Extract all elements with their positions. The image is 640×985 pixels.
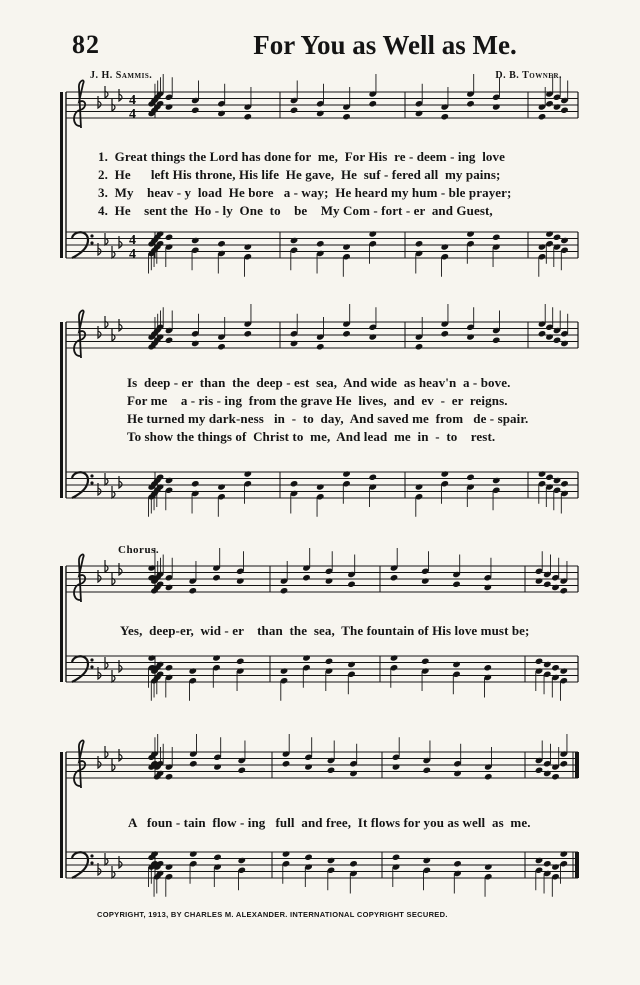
chorus-line-2: A foun - tain flow - ing full and free, It flows for you as well as me.: [128, 815, 531, 830]
note-head: [316, 343, 325, 350]
note-head: [243, 330, 252, 337]
note-head: [543, 581, 552, 588]
note-head: [492, 234, 501, 241]
note-head: [290, 340, 299, 347]
flat-sign-icon: [112, 486, 115, 498]
note-head: [165, 103, 174, 110]
system-bracket: [60, 752, 63, 878]
flat-sign-icon: [105, 657, 108, 669]
note-head: [440, 243, 449, 250]
note-head: [302, 654, 311, 661]
note-head: [440, 330, 449, 337]
flat-sign-icon: [112, 246, 115, 258]
note-head: [452, 581, 461, 588]
note-head: [349, 770, 358, 777]
clef-dot: [90, 658, 93, 661]
time-signature-bottom: 4: [129, 247, 136, 262]
note-head: [553, 477, 562, 484]
note-head: [217, 240, 226, 247]
note-head: [560, 107, 569, 114]
note-head: [545, 230, 554, 237]
clef-dot: [90, 481, 93, 484]
note-head: [560, 237, 569, 244]
note-head: [492, 337, 501, 344]
note-head: [280, 587, 289, 594]
note-head: [492, 103, 501, 110]
note-head: [466, 333, 475, 340]
note-head: [452, 661, 461, 668]
note-head: [165, 234, 174, 241]
flat-sign-icon: [119, 660, 122, 672]
hymn-title: For You as Well as Me.: [253, 30, 517, 60]
note-head: [316, 240, 325, 247]
note-head: [560, 480, 569, 487]
note-head: [535, 577, 544, 584]
note-head: [466, 230, 475, 237]
note-head: [217, 110, 226, 117]
verse-3-line-1: 3. My heav - y load He bore a - way; He heard my hum - ble prayer;: [98, 185, 512, 200]
note-head: [535, 857, 544, 864]
note-head: [484, 773, 493, 780]
note-head: [212, 654, 221, 661]
note-head: [483, 584, 492, 591]
note-head: [302, 574, 311, 581]
note-head: [543, 661, 552, 668]
note-head: [492, 477, 501, 484]
chorus-label: Chorus.: [118, 544, 160, 556]
flat-sign-icon: [105, 853, 108, 865]
note-head: [349, 860, 358, 867]
note-head: [290, 237, 299, 244]
note-head: [440, 470, 449, 477]
time-signature-top: 4: [129, 233, 136, 248]
note-head: [316, 483, 325, 490]
note-head: [304, 763, 313, 770]
final-bar-line: [575, 752, 579, 778]
verse-3-line-2: He turned my dark-ness in - to day, And saved me from de - spair.: [127, 411, 529, 426]
note-head: [538, 470, 547, 477]
time-signature-bottom: 4: [129, 107, 136, 122]
note-head: [421, 577, 430, 584]
flat-sign-icon: [98, 326, 101, 338]
note-head: [453, 860, 462, 867]
note-head: [551, 584, 560, 591]
composer-credit: D. B. Towner.: [495, 70, 562, 81]
note-head: [551, 773, 560, 780]
clef-dot: [90, 234, 93, 237]
flat-sign-icon: [112, 866, 115, 878]
note-head: [191, 340, 200, 347]
note-head: [484, 863, 493, 870]
note-head: [543, 770, 552, 777]
note-head: [466, 100, 475, 107]
verse-4-line-2: To show the things of Christ to me, And lead me in - to rest.: [127, 429, 496, 444]
verse-2-line-1: 2. He left His throne, His life He gave, He suf - fered all my pains;: [98, 167, 501, 182]
verse-4-line-1: 4. He sent the Ho - ly One to be My Com - fort - er and Guest,: [98, 203, 493, 218]
note-head: [165, 337, 174, 344]
note-head: [440, 113, 449, 120]
note-head: [559, 667, 568, 674]
system-bracket: [60, 566, 63, 682]
flat-sign-icon: [119, 236, 122, 248]
treble-clef-icon: [74, 81, 85, 128]
note-head: [415, 343, 424, 350]
note-head: [191, 107, 200, 114]
note-head: [553, 103, 562, 110]
flat-sign-icon: [119, 563, 122, 575]
note-head: [422, 857, 431, 864]
clef-dot: [90, 241, 93, 244]
note-head: [217, 483, 226, 490]
note-head: [236, 658, 245, 665]
chorus-line-1: Yes, deep-er, wid - er than the sea, The fountain of His love must be;: [120, 623, 530, 638]
note-head: [545, 474, 554, 481]
note-head: [325, 658, 334, 665]
system-bracket: [60, 322, 63, 498]
treble-clef-icon: [74, 741, 85, 788]
copyright-notice: COPYRIGHT, 1913, BY CHARLES M. ALEXANDER. INTERNATIONAL COPYRIGHT SECURED.: [97, 910, 448, 919]
note-head: [392, 854, 401, 861]
note-head: [327, 767, 336, 774]
hymn-number: 82: [72, 30, 100, 59]
flat-sign-icon: [119, 319, 122, 331]
note-head: [466, 474, 475, 481]
note-head: [415, 240, 424, 247]
verse-1-line-2: Is deep - er than the deep - est sea, And wide as heav'n a - bove.: [127, 375, 511, 390]
final-bar-line: [575, 852, 579, 878]
note-head: [325, 577, 334, 584]
clef-dot: [90, 854, 93, 857]
flat-sign-icon: [98, 570, 101, 582]
note-head: [189, 760, 198, 767]
clef-dot: [90, 665, 93, 668]
note-head: [189, 850, 198, 857]
flat-sign-icon: [98, 756, 101, 768]
note-head: [551, 664, 560, 671]
note-head: [545, 333, 554, 340]
note-head: [347, 661, 356, 668]
note-head: [304, 854, 313, 861]
note-head: [243, 243, 252, 250]
time-signature-top: 4: [129, 93, 136, 108]
note-head: [559, 587, 568, 594]
note-head: [342, 330, 351, 337]
note-head: [553, 337, 562, 344]
note-head: [551, 863, 560, 870]
note-head: [415, 110, 424, 117]
note-head: [368, 474, 377, 481]
flat-sign-icon: [105, 473, 108, 485]
note-head: [538, 330, 547, 337]
flat-sign-icon: [112, 670, 115, 682]
note-head: [342, 470, 351, 477]
note-head: [483, 664, 492, 671]
treble-clef-icon: [74, 311, 85, 358]
verse-2-line-2: For me a - ris - ing from the grave He lives, and ev - er reigns.: [127, 393, 508, 408]
note-head: [368, 230, 377, 237]
note-head: [236, 577, 245, 584]
note-head: [368, 333, 377, 340]
note-head: [191, 237, 200, 244]
flat-sign-icon: [119, 89, 122, 101]
note-head: [282, 760, 291, 767]
note-head: [165, 773, 174, 780]
note-head: [327, 857, 336, 864]
note-head: [290, 480, 299, 487]
note-head: [553, 234, 562, 241]
clef-dot: [90, 861, 93, 864]
note-head: [392, 763, 401, 770]
note-head: [213, 763, 222, 770]
note-head: [290, 107, 299, 114]
note-head: [535, 658, 544, 665]
note-head: [237, 857, 246, 864]
note-head: [559, 760, 568, 767]
treble-clef-icon: [74, 555, 85, 602]
note-head: [282, 850, 291, 857]
note-head: [347, 581, 356, 588]
note-head: [280, 667, 289, 674]
note-head: [538, 243, 547, 250]
note-head: [390, 654, 399, 661]
flat-sign-icon: [119, 749, 122, 761]
note-head: [421, 658, 430, 665]
flat-sign-icon: [119, 856, 122, 868]
note-head: [342, 243, 351, 250]
flat-sign-icon: [119, 476, 122, 488]
note-head: [217, 343, 226, 350]
note-head: [191, 480, 200, 487]
note-head: [188, 667, 197, 674]
note-head: [453, 770, 462, 777]
note-head: [538, 113, 547, 120]
note-head: [316, 110, 325, 117]
system-bracket: [60, 92, 63, 258]
verse-1-line-1: 1. Great things the Lord has done for me, For His re - deem - ing love: [98, 149, 505, 164]
note-head: [390, 574, 399, 581]
note-head: [165, 664, 174, 671]
lyricist-credit: J. H. Sammis.: [90, 70, 153, 81]
note-head: [543, 860, 552, 867]
note-head: [535, 767, 544, 774]
note-head: [560, 340, 569, 347]
note-head: [368, 100, 377, 107]
note-head: [415, 483, 424, 490]
note-head: [165, 477, 174, 484]
flat-sign-icon: [98, 96, 101, 108]
note-head: [559, 850, 568, 857]
note-head: [188, 587, 197, 594]
note-head: [342, 113, 351, 120]
note-head: [165, 863, 174, 870]
note-head: [237, 767, 246, 774]
flat-sign-icon: [105, 233, 108, 245]
note-head: [545, 100, 554, 107]
note-head: [243, 470, 252, 477]
note-head: [165, 584, 174, 591]
note-head: [212, 574, 221, 581]
clef-dot: [90, 474, 93, 477]
note-head: [243, 113, 252, 120]
note-head: [213, 854, 222, 861]
note-head: [422, 767, 431, 774]
